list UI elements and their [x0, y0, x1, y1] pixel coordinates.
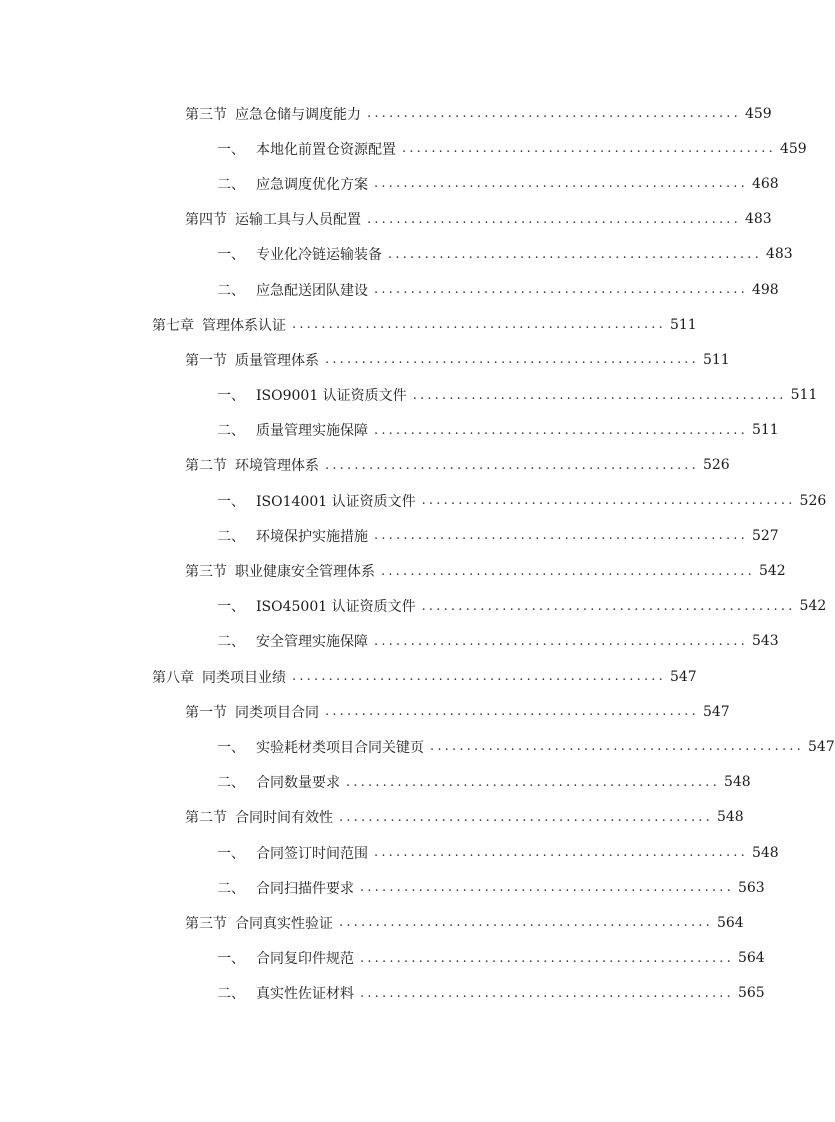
- toc-entry-title: [217, 983, 354, 1003]
- toc-entry-marker: 第一节: [185, 704, 227, 721]
- toc-entry-title: [185, 350, 319, 370]
- toc-entry-text: 应急仓储与调度能力: [235, 106, 361, 123]
- toc-chapter-row[interactable]: [0, 659, 793, 694]
- toc-page-number: 548: [716, 809, 744, 826]
- toc-entry-title: [217, 526, 368, 546]
- toc-page-number: 468: [751, 175, 779, 192]
- toc-dot-leader: ...................................................: [412, 387, 787, 403]
- toc-entry-text: 合同真实性验证: [235, 915, 333, 932]
- toc-page-number: 526: [799, 492, 827, 509]
- toc-entry-marker: 一、: [217, 247, 245, 264]
- toc-entry-title: [217, 491, 416, 511]
- toc-subsection-row[interactable]: [0, 272, 793, 307]
- toc-entry-title: [217, 596, 416, 616]
- toc-entry-marker: 二、: [217, 634, 245, 651]
- toc-entry-title: [217, 280, 368, 300]
- toc-entry-title: [217, 878, 354, 898]
- toc-page-number: 542: [799, 598, 827, 615]
- toc-entry-text: 职业健康安全管理体系: [235, 564, 375, 581]
- toc-entry-title: [217, 631, 368, 651]
- toc-page-number: 511: [702, 351, 730, 368]
- toc-dot-leader: ...................................................: [421, 493, 796, 509]
- toc-dot-leader: ...................................................: [402, 141, 776, 157]
- toc-subsection-row[interactable]: [0, 237, 793, 272]
- toc-entry-text: ISO45001 认证资质文件: [256, 599, 416, 616]
- toc-entry-title: [217, 420, 368, 440]
- toc-entry-marker: 第七章: [152, 317, 194, 334]
- table-of-contents: [0, 96, 835, 1011]
- toc-entry-text: 质量管理实施保障: [256, 423, 368, 440]
- toc-page-number: 548: [751, 844, 779, 861]
- toc-subsection-row[interactable]: [0, 870, 793, 905]
- toc-entry-title: [185, 807, 333, 827]
- toc-entry-text: ISO14001 认证资质文件: [256, 493, 416, 510]
- toc-entry-marker: 第二节: [185, 458, 227, 475]
- toc-entry-text: 环境管理体系: [235, 458, 319, 475]
- toc-entry-text: 运输工具与人员配置: [235, 212, 361, 229]
- toc-subsection-row[interactable]: [0, 624, 793, 659]
- toc-page-number: 511: [751, 422, 779, 439]
- toc-dot-leader: ...................................................: [430, 739, 804, 755]
- toc-page-number: 483: [765, 246, 793, 263]
- toc-dot-leader: ...................................................: [381, 563, 755, 579]
- toc-page-number: 564: [737, 950, 765, 967]
- toc-entry-marker: 第三节: [185, 915, 227, 932]
- toc-dot-leader: ...................................................: [292, 317, 666, 333]
- toc-entry-text: 合同签订时间范围: [256, 845, 368, 862]
- toc-page-number: 563: [737, 879, 765, 896]
- toc-entry-marker: 二、: [217, 880, 245, 897]
- toc-dot-leader: ...................................................: [421, 598, 796, 614]
- toc-entry-title: [217, 737, 424, 757]
- toc-entry-text: 应急配送团队建设: [256, 282, 368, 299]
- toc-dot-leader: ...................................................: [339, 915, 713, 931]
- toc-page-number: 547: [669, 668, 697, 685]
- toc-section-row[interactable]: [0, 694, 793, 729]
- toc-entry-marker: 一、: [217, 388, 245, 405]
- toc-entry-marker: 第三节: [185, 564, 227, 581]
- toc-subsection-row[interactable]: [0, 765, 793, 800]
- toc-entry-title: [217, 385, 407, 405]
- toc-entry-title: [152, 667, 286, 687]
- toc-subsection-row[interactable]: [0, 413, 793, 448]
- toc-page-number: 511: [790, 387, 818, 404]
- toc-entry-text: 合同扫描件要求: [256, 880, 354, 897]
- toc-entry-text: ISO9001 认证资质文件: [256, 388, 407, 405]
- toc-dot-leader: ...................................................: [339, 809, 713, 825]
- toc-dot-leader: ...................................................: [346, 774, 720, 790]
- toc-entry-text: 本地化前置仓资源配置: [256, 141, 396, 158]
- toc-dot-leader: ...................................................: [388, 246, 762, 262]
- toc-entry-marker: 二、: [217, 775, 245, 792]
- toc-entry-text: 专业化冷链运输装备: [256, 247, 382, 264]
- toc-entry-title: [185, 913, 333, 933]
- toc-entry-title: [185, 209, 361, 229]
- toc-chapter-row[interactable]: [0, 307, 793, 342]
- toc-dot-leader: ...................................................: [367, 211, 741, 227]
- toc-page-number: 543: [751, 633, 779, 650]
- toc-entry-title: [185, 104, 361, 124]
- toc-entry-marker: 二、: [217, 528, 245, 545]
- toc-entry-text: 应急调度优化方案: [256, 176, 368, 193]
- toc-entry-title: [217, 843, 368, 863]
- toc-entry-marker: 第一节: [185, 352, 227, 369]
- toc-section-row[interactable]: [0, 800, 793, 835]
- toc-page-number: 459: [779, 140, 807, 157]
- toc-entry-title: [217, 948, 354, 968]
- toc-section-row[interactable]: [0, 342, 793, 377]
- toc-section-row[interactable]: [0, 96, 793, 131]
- toc-dot-leader: ...................................................: [325, 457, 699, 473]
- toc-entry-text: 真实性佐证材料: [256, 986, 354, 1003]
- toc-dot-leader: ...................................................: [325, 352, 699, 368]
- toc-dot-leader: ...................................................: [360, 985, 734, 1001]
- toc-entry-marker: 一、: [217, 141, 245, 158]
- toc-page-number: 564: [716, 914, 744, 931]
- toc-entry-marker: 一、: [217, 951, 245, 968]
- toc-subsection-row[interactable]: [0, 729, 835, 764]
- toc-entry-title: [217, 139, 396, 159]
- toc-entry-title: [185, 702, 319, 722]
- toc-dot-leader: ...................................................: [367, 106, 741, 122]
- toc-subsection-row[interactable]: [0, 835, 793, 870]
- toc-entry-title: [185, 561, 375, 581]
- toc-dot-leader: ...................................................: [374, 633, 748, 649]
- toc-dot-leader: ...................................................: [374, 528, 748, 544]
- toc-page-number: 526: [702, 457, 730, 474]
- toc-subsection-row[interactable]: [0, 518, 793, 553]
- toc-entry-text: 安全管理实施保障: [256, 634, 368, 651]
- toc-entry-text: 同类项目业绩: [202, 669, 286, 686]
- toc-entry-title: [217, 772, 340, 792]
- toc-page-number: 565: [737, 985, 765, 1002]
- toc-entry-text: 管理体系认证: [202, 317, 286, 334]
- toc-page-number: 547: [807, 738, 835, 755]
- toc-section-row[interactable]: [0, 448, 793, 483]
- toc-entry-marker: 一、: [217, 739, 245, 756]
- toc-dot-leader: ...................................................: [360, 880, 734, 896]
- toc-dot-leader: ...................................................: [360, 950, 734, 966]
- toc-entry-title: [185, 455, 319, 475]
- toc-page-number: 498: [751, 281, 779, 298]
- toc-page-number: 483: [744, 211, 772, 228]
- toc-dot-leader: ...................................................: [374, 422, 748, 438]
- toc-page-number: 547: [702, 703, 730, 720]
- toc-dot-leader: ...................................................: [292, 669, 666, 685]
- toc-entry-text: 质量管理体系: [235, 352, 319, 369]
- toc-dot-leader: ...................................................: [374, 282, 748, 298]
- toc-subsection-row[interactable]: [0, 976, 793, 1011]
- toc-entry-title: [217, 244, 382, 264]
- toc-page-number: 511: [669, 316, 697, 333]
- toc-entry-text: 合同复印件规范: [256, 951, 354, 968]
- toc-section-row[interactable]: [0, 202, 793, 237]
- toc-page-number: 459: [744, 105, 772, 122]
- toc-entry-text: 合同数量要求: [256, 775, 340, 792]
- toc-entry-title: [152, 315, 286, 335]
- toc-entry-marker: 二、: [217, 423, 245, 440]
- toc-entry-marker: 二、: [217, 282, 245, 299]
- toc-entry-marker: 一、: [217, 599, 245, 616]
- toc-entry-text: 同类项目合同: [235, 704, 319, 721]
- toc-entry-marker: 第四节: [185, 212, 227, 229]
- toc-page-number: 542: [758, 563, 786, 580]
- toc-subsection-row[interactable]: [0, 941, 793, 976]
- toc-dot-leader: ...................................................: [374, 176, 748, 192]
- toc-subsection-row[interactable]: [0, 378, 818, 413]
- toc-entry-text: 实验耗材类项目合同关键页: [256, 739, 424, 756]
- toc-entry-marker: 第二节: [185, 810, 227, 827]
- toc-page-number: 548: [723, 774, 751, 791]
- toc-subsection-row[interactable]: [0, 166, 793, 201]
- toc-section-row[interactable]: [0, 905, 793, 940]
- toc-entry-marker: 第八章: [152, 669, 194, 686]
- toc-entry-text: 合同时间有效性: [235, 810, 333, 827]
- toc-subsection-row[interactable]: [0, 131, 807, 166]
- toc-page-number: 527: [751, 527, 779, 544]
- toc-entry-title: [217, 174, 368, 194]
- toc-entry-marker: 一、: [217, 493, 245, 510]
- toc-entry-marker: 二、: [217, 986, 245, 1003]
- toc-dot-leader: ...................................................: [325, 704, 699, 720]
- toc-subsection-row[interactable]: [0, 483, 827, 518]
- toc-dot-leader: ...................................................: [374, 845, 748, 861]
- toc-section-row[interactable]: [0, 553, 793, 588]
- toc-subsection-row[interactable]: [0, 589, 827, 624]
- toc-entry-text: 环境保护实施措施: [256, 528, 368, 545]
- toc-entry-marker: 第三节: [185, 106, 227, 123]
- toc-entry-marker: 二、: [217, 176, 245, 193]
- toc-entry-marker: 一、: [217, 845, 245, 862]
